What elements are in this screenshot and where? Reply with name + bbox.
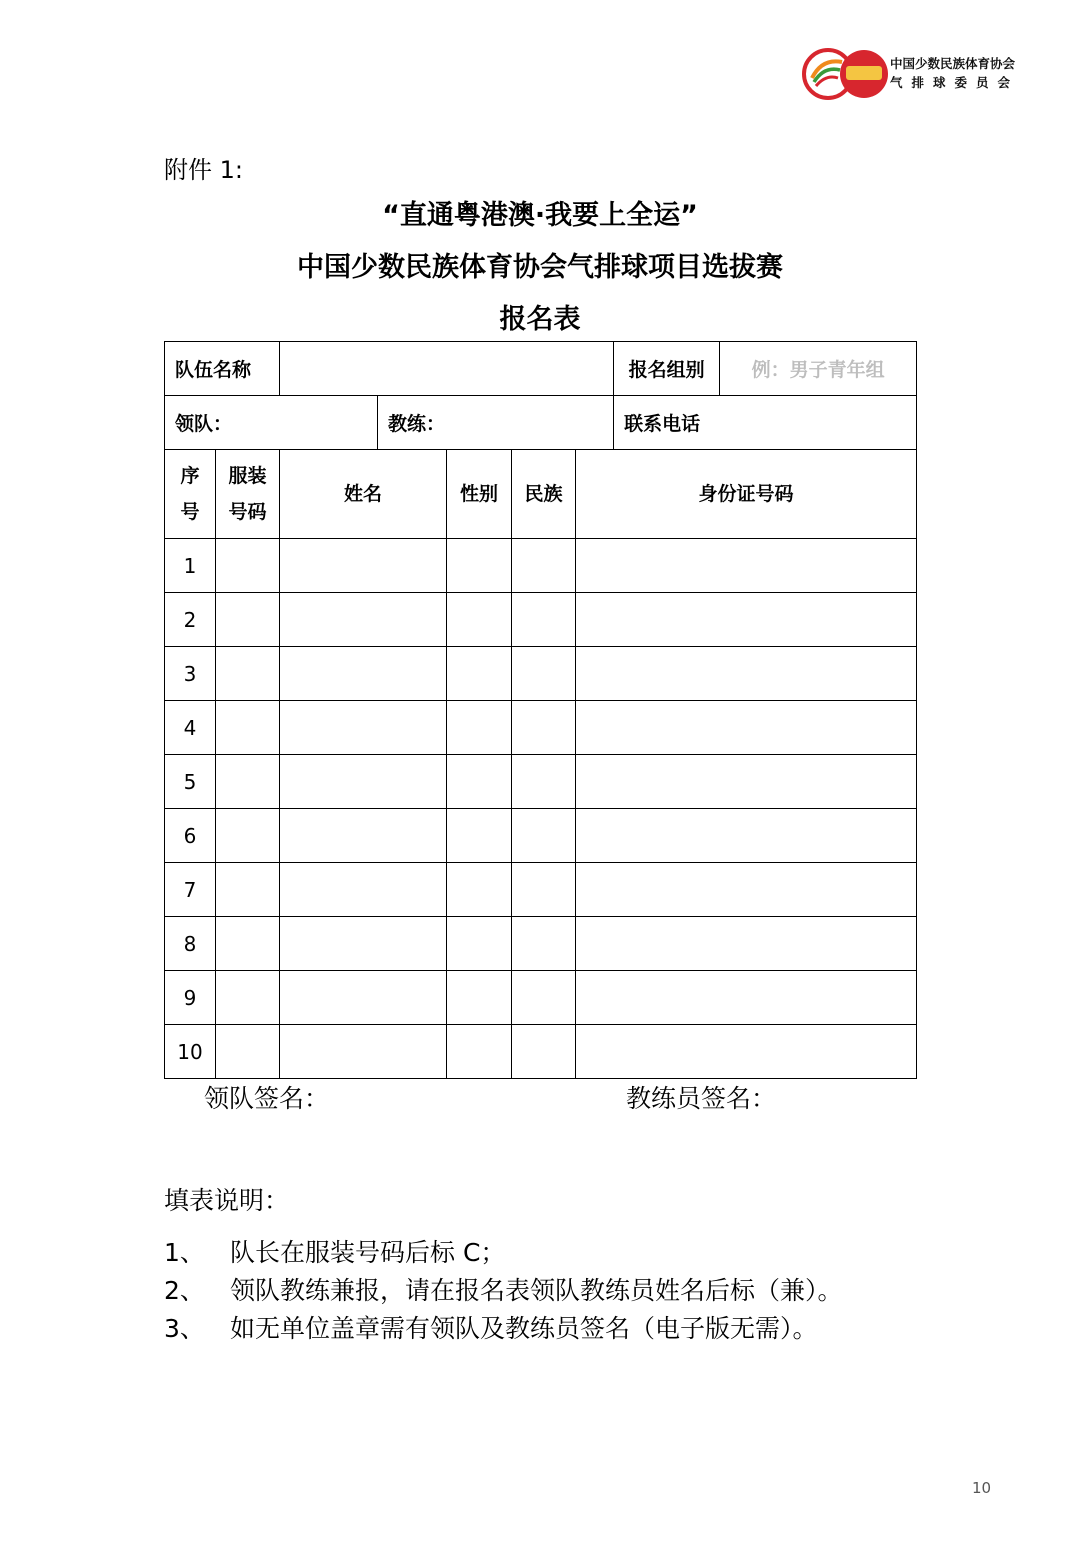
leader-field[interactable]: 领队： <box>165 396 378 450</box>
note-number: 1、 <box>164 1238 205 1267</box>
name-cell[interactable] <box>280 863 447 917</box>
ethnicity-cell[interactable] <box>512 701 576 755</box>
col-header-id-number: 身份证号码 <box>576 450 917 539</box>
jersey-cell[interactable] <box>216 701 280 755</box>
note-item <box>164 1271 843 1307</box>
name-cell[interactable] <box>280 971 447 1025</box>
team-name-label: 队伍名称 <box>165 342 280 396</box>
registration-form-table <box>164 341 917 1079</box>
ethnicity-cell[interactable] <box>512 755 576 809</box>
player-row <box>165 755 917 809</box>
name-cell[interactable] <box>280 917 447 971</box>
player-row <box>165 971 917 1025</box>
gender-cell[interactable] <box>447 701 512 755</box>
jersey-cell[interactable] <box>216 647 280 701</box>
id-number-cell[interactable] <box>576 1025 917 1079</box>
attachment-label: 附件 1: <box>164 156 243 184</box>
note-number: 3、 <box>164 1314 205 1343</box>
name-cell[interactable] <box>280 755 447 809</box>
jersey-cell[interactable] <box>216 809 280 863</box>
player-row <box>165 647 917 701</box>
row-number: 10 <box>165 1025 216 1079</box>
group-label: 报名组别 <box>614 342 720 396</box>
association-logo <box>800 48 1040 100</box>
group-field[interactable]: 例：男子青年组 <box>720 342 917 396</box>
note-item <box>164 1309 818 1345</box>
ethnicity-cell[interactable] <box>512 917 576 971</box>
logo-line1: 中国少数民族体育协会 <box>890 56 1016 71</box>
note-text: 如无单位盖章需有领队及教练员签名（电子版无需）。 <box>230 1314 818 1343</box>
col-header-jersey <box>216 450 280 539</box>
gender-cell[interactable] <box>447 917 512 971</box>
page-number: 10 <box>972 1479 992 1497</box>
col-header-seq-line2: 号 <box>180 501 200 523</box>
col-header-seq <box>165 450 216 539</box>
jersey-cell[interactable] <box>216 755 280 809</box>
id-number-cell[interactable] <box>576 971 917 1025</box>
col-header-name: 姓名 <box>280 450 447 539</box>
row-number: 7 <box>165 863 216 917</box>
jersey-cell[interactable] <box>216 971 280 1025</box>
ethnicity-cell[interactable] <box>512 863 576 917</box>
id-number-cell[interactable] <box>576 755 917 809</box>
name-cell[interactable] <box>280 701 447 755</box>
row-number: 8 <box>165 917 216 971</box>
gender-cell[interactable] <box>447 755 512 809</box>
gender-cell[interactable] <box>447 647 512 701</box>
ethnicity-cell[interactable] <box>512 809 576 863</box>
title-line3: 报名表 <box>499 304 581 335</box>
ethnicity-cell[interactable] <box>512 971 576 1025</box>
note-text: 队长在服装号码后标 C； <box>230 1238 506 1267</box>
jersey-cell[interactable] <box>216 593 280 647</box>
team-name-field[interactable] <box>280 342 614 396</box>
gender-cell[interactable] <box>447 593 512 647</box>
name-cell[interactable] <box>280 809 447 863</box>
id-number-cell[interactable] <box>576 863 917 917</box>
ethnicity-cell[interactable] <box>512 647 576 701</box>
jersey-cell[interactable] <box>216 1025 280 1079</box>
title-line1: “直通粤港澳·我要上全运” <box>382 200 698 231</box>
gender-cell[interactable] <box>447 809 512 863</box>
col-header-jersey-line1: 服装 <box>228 465 267 487</box>
jersey-cell[interactable] <box>216 863 280 917</box>
logo-line2: 气排球委员会 <box>890 75 1020 90</box>
row-number: 2 <box>165 593 216 647</box>
col-header-ethnicity: 民族 <box>512 450 576 539</box>
ethnicity-cell[interactable] <box>512 539 576 593</box>
leader-signature-label: 领队签名： <box>204 1084 330 1113</box>
ethnicity-cell[interactable] <box>512 593 576 647</box>
jersey-cell[interactable] <box>216 539 280 593</box>
id-number-cell[interactable] <box>576 809 917 863</box>
id-number-cell[interactable] <box>576 593 917 647</box>
row-number: 9 <box>165 971 216 1025</box>
row-number: 5 <box>165 755 216 809</box>
id-number-cell[interactable] <box>576 917 917 971</box>
notes-title: 填表说明： <box>164 1186 290 1215</box>
note-number: 2、 <box>164 1276 205 1305</box>
player-row <box>165 809 917 863</box>
row-number: 4 <box>165 701 216 755</box>
row-number: 1 <box>165 539 216 593</box>
gender-cell[interactable] <box>447 971 512 1025</box>
note-text: 领队教练兼报，请在报名表领队教练员姓名后标（兼）。 <box>230 1276 843 1305</box>
gender-cell[interactable] <box>447 863 512 917</box>
coach-signature-label: 教练员签名： <box>626 1084 777 1113</box>
volleyball-emblem-icon <box>800 48 890 100</box>
player-row <box>165 917 917 971</box>
name-cell[interactable] <box>280 1025 447 1079</box>
row-number: 3 <box>165 647 216 701</box>
col-header-jersey-line2: 号码 <box>228 501 267 523</box>
gender-cell[interactable] <box>447 539 512 593</box>
player-row <box>165 593 917 647</box>
id-number-cell[interactable] <box>576 701 917 755</box>
ethnicity-cell[interactable] <box>512 1025 576 1079</box>
player-row <box>165 701 917 755</box>
name-cell[interactable] <box>280 647 447 701</box>
player-row <box>165 539 917 593</box>
logo-text <box>890 54 1019 92</box>
player-row <box>165 1025 917 1079</box>
title-line2: 中国少数民族体育协会气排球项目选拔赛 <box>297 252 783 283</box>
jersey-cell[interactable] <box>216 917 280 971</box>
col-header-gender: 性别 <box>447 450 512 539</box>
row-number: 6 <box>165 809 216 863</box>
player-rows <box>165 539 917 1079</box>
coach-field[interactable]: 教练： <box>378 396 614 450</box>
note-item <box>164 1233 505 1269</box>
id-number-cell[interactable] <box>576 539 917 593</box>
col-header-seq-line1: 序 <box>180 465 200 487</box>
name-cell[interactable] <box>280 593 447 647</box>
name-cell[interactable] <box>280 539 447 593</box>
player-row <box>165 863 917 917</box>
id-number-cell[interactable] <box>576 647 917 701</box>
gender-cell[interactable] <box>447 1025 512 1079</box>
phone-field[interactable]: 联系电话 <box>614 396 917 450</box>
